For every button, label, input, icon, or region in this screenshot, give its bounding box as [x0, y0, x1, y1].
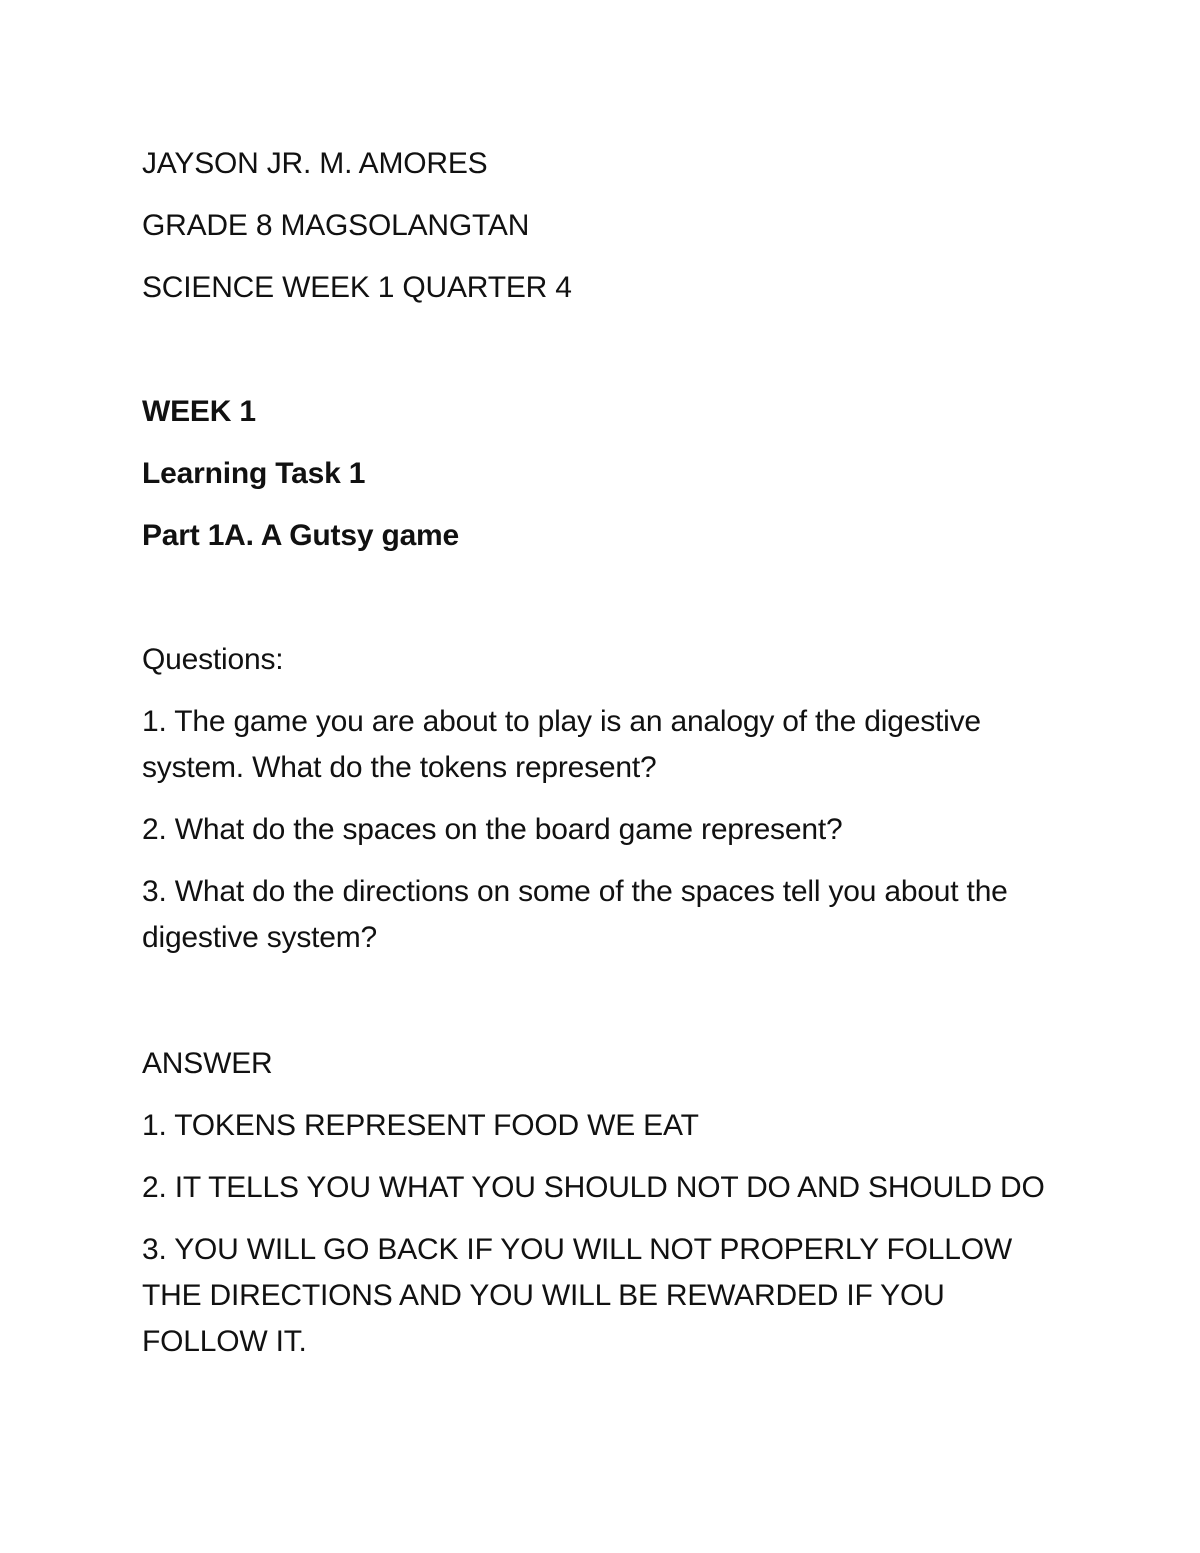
- questions-heading: Questions:: [142, 643, 284, 676]
- question-item-2: 2. What do the spaces on the board game represent?: [142, 813, 843, 846]
- question-item-3: 3. What do the directions on some of the spaces tell you about the digestive system?: [142, 875, 1008, 954]
- question-item-1: 1. The game you are about to play is an analogy of the digestive system. What do the tokens represent?: [142, 705, 981, 784]
- answer-heading: ANSWER: [142, 1047, 273, 1080]
- week-heading: WEEK 1: [142, 395, 256, 428]
- subject-line: SCIENCE WEEK 1 QUARTER 4: [142, 271, 572, 304]
- task-heading: Learning Task 1: [142, 457, 366, 490]
- answer-item-2: 2. IT TELLS YOU WHAT YOU SHOULD NOT DO AND SHOULD DO: [142, 1171, 1045, 1204]
- answer-item-3: 3. YOU WILL GO BACK IF YOU WILL NOT PROPERLY FOLLOW THE DIRECTIONS AND YOU WILL BE REWARDED IF YOU FOLLOW IT.: [142, 1233, 1013, 1358]
- part-heading: Part 1A. A Gutsy game: [142, 519, 460, 552]
- student-name: JAYSON JR. M. AMORES: [142, 147, 488, 180]
- grade-section: GRADE 8 MAGSOLANGTAN: [142, 209, 530, 242]
- answer-item-1: 1. TOKENS REPRESENT FOOD WE EAT: [142, 1109, 699, 1142]
